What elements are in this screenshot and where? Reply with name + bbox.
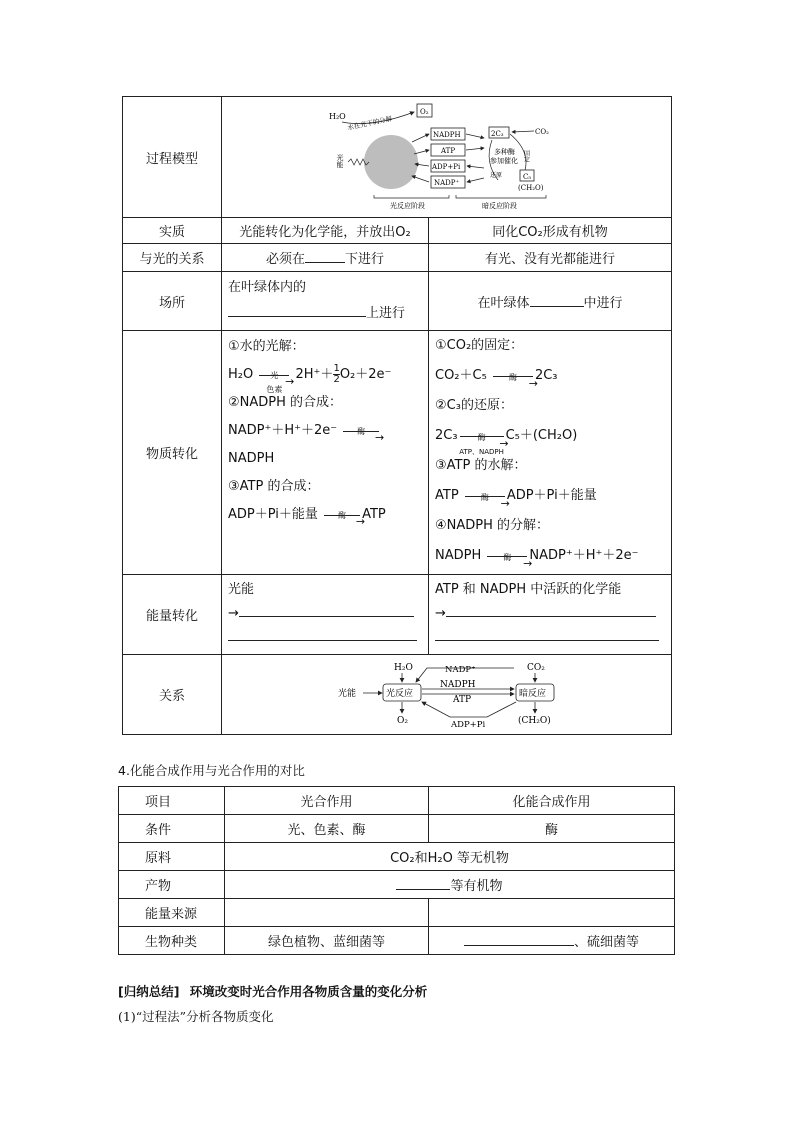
model-co2-label: CO₂ <box>535 127 549 136</box>
rel-nadph-label: NADPH <box>440 679 476 690</box>
blank-place-light[interactable] <box>228 302 366 317</box>
row-label-energy: 能量转化 <box>123 575 222 655</box>
model-reduce-label: 还原 <box>490 171 503 179</box>
row-label-essence: 实质 <box>123 218 222 244</box>
t2-cell-photo: 光、色素、酶 <box>225 815 429 843</box>
matter-dark <box>429 331 672 575</box>
model-adppi-label: ADP+Pi <box>432 162 461 171</box>
t2-row-label: 原料 <box>119 843 225 871</box>
rel-adppi-label: ADP+Pi <box>451 719 486 730</box>
matter-dark-h1: ①CO₂的固定： <box>435 338 524 353</box>
row-label-matter: 物质转化 <box>123 331 222 575</box>
eq-left: H₂O <box>228 367 254 382</box>
energy-dark <box>429 575 672 655</box>
matter-light-eq1: H₂O 光 → 色素 2H⁺＋ $\frac{1}{2}$ O₂＋2e⁻ <box>228 361 422 389</box>
blank-organism[interactable] <box>464 931 574 946</box>
blank-energy-light-1[interactable] <box>239 602 414 617</box>
rel-co2-label: CO₂ <box>527 662 545 673</box>
t2-row-label: 能量来源 <box>119 899 225 927</box>
blank-energy-dark-2[interactable] <box>435 626 659 641</box>
eq-top: 酶 <box>477 432 486 442</box>
rel-nadp-label: NADP⁺ <box>445 664 476 675</box>
place-dark <box>429 272 672 331</box>
model-split-label: 水在光下的分解 <box>346 114 393 132</box>
model-atp-label: ATP <box>441 146 456 155</box>
light-relation-light <box>222 244 429 272</box>
model-2c3-label: 2C₃ <box>491 129 504 138</box>
summary-heading <box>118 982 427 1000</box>
t2-row-label: 生物种类 <box>119 927 225 955</box>
energy-dark-start: ATP 和 NADPH 中活跃的化学能 <box>435 582 622 597</box>
model-catalysis-label: 参加催化 <box>490 156 518 165</box>
matter-light-eq2-right: NADPH <box>228 451 275 466</box>
energy-light-start: 光能 <box>228 582 255 597</box>
place-dark-post: 中进行 <box>583 295 623 311</box>
blank-product[interactable] <box>396 875 450 890</box>
eq-top: 酶 <box>503 552 512 562</box>
eq-top: 酶 <box>480 492 489 502</box>
t2-cell-chemo-energy[interactable] <box>429 899 675 927</box>
model-c5-label: C₅ <box>523 172 532 181</box>
matter-dark-eq2: 2C₃ 酶 → ATP、NADPH C₅＋(CH₂O) <box>435 421 665 451</box>
relation-diagram <box>222 656 669 734</box>
energy-light <box>222 575 429 655</box>
matter-dark-eq3: ATP 酶 → ADP＋Pi＋能量 <box>435 481 665 511</box>
blank-light-condition[interactable] <box>305 248 345 263</box>
matter-dark-eq1: CO₂＋C₅ 酶 → 2C₃ <box>435 361 665 391</box>
model-ch2o-label: (CH₂O) <box>518 183 544 192</box>
eq-right: 2H⁺＋ <box>295 367 334 382</box>
energy-arrow-icon: → <box>435 606 446 621</box>
model-light-label: 光能 <box>336 153 344 168</box>
matter-light-h2: ②NADPH 的合成： <box>228 395 343 410</box>
row-label-relation: 关系 <box>123 655 222 735</box>
matter-dark-eq4: NADPH 酶 → NADP⁺＋H⁺＋2e⁻ <box>435 541 665 571</box>
rel-light-label: 光能 <box>338 688 357 699</box>
rel-h2o-label: H₂O <box>394 662 413 673</box>
model-o2-label: O₂ <box>420 107 429 116</box>
eq-top: 光 <box>270 370 279 380</box>
eq-top: 酶 <box>357 426 366 436</box>
eq-left: CO₂＋C₅ <box>435 368 487 383</box>
model-fix-label: 固定 <box>522 149 530 162</box>
matter-light-eq2: NADP⁺＋H⁺＋2e⁻ 酶 → <box>228 417 422 445</box>
model-light-stage-label: 光反应阶段 <box>390 201 425 210</box>
eq-right: 2C₃ <box>534 368 558 383</box>
place-dark-pre: 在叶绿体 <box>477 295 530 311</box>
eq-left: NADP⁺＋H⁺＋2e⁻ <box>228 423 338 438</box>
light-relation-dark: 有光、没有光都能进行 <box>429 244 672 272</box>
eq-right: ADP＋Pi＋能量 <box>506 488 597 503</box>
eq-bottom: 色素 <box>266 384 283 394</box>
t2-row-label: 产物 <box>119 871 225 899</box>
matter-dark-h2: ②C₃的还原： <box>435 398 513 413</box>
blank-place-dark[interactable] <box>530 292 584 307</box>
place-light-pre: 在叶绿体内的 <box>228 280 307 295</box>
t2-header-photo: 光合作用 <box>225 787 429 815</box>
rel-ch2o-label: (CH₂O) <box>518 715 551 726</box>
eq-right: ATP <box>362 507 386 522</box>
frac-num: 1 <box>333 363 340 374</box>
eq-right: C₅＋(CH₂O) <box>505 428 578 443</box>
matter-light-h1: ①水的光解： <box>228 339 305 354</box>
blank-energy-light-2[interactable] <box>228 626 417 641</box>
matter-light-eq3: ADP＋Pi＋能量 酶 → ATP <box>228 501 422 529</box>
t2-cell-photo-energy[interactable] <box>225 899 429 927</box>
t2-row-label: 条件 <box>119 815 225 843</box>
place-light <box>222 272 429 331</box>
eq-top: 酶 <box>338 510 347 520</box>
essence-dark: 同化CO₂形成有机物 <box>429 218 672 244</box>
t2-cell-photo: 绿色植物、蓝细菌等 <box>225 927 429 955</box>
row-label-light-relation: 与光的关系 <box>123 244 222 272</box>
model-dark-stage-label: 暗反应阶段 <box>482 201 517 210</box>
row-label-place: 场所 <box>123 272 222 331</box>
t2-cell-merged <box>225 871 675 899</box>
matter-light <box>222 331 429 575</box>
rel-light-rxn-label: 光反应 <box>386 688 414 699</box>
model-nadp-label: NADP⁺ <box>434 178 460 187</box>
photosynthesis-process-table <box>122 96 672 735</box>
eq-left: ADP＋Pi＋能量 <box>228 507 318 522</box>
matter-light-h3: ③ATP 的合成： <box>228 479 320 494</box>
t2-cell-merged: CO₂和H₂O 等无机物 <box>225 843 675 871</box>
summary-tag: [归纳总结] <box>118 984 180 999</box>
t2-cell-chemo: 酶 <box>429 815 675 843</box>
blank-energy-dark-1[interactable] <box>446 602 656 617</box>
light-relation-post: 下进行 <box>345 252 385 267</box>
comparison-table <box>118 786 675 955</box>
eq-left: NADPH <box>435 548 482 563</box>
t2-product-text: 等有机物 <box>450 879 503 894</box>
row-label-model: 过程模型 <box>123 97 222 218</box>
chloroplast-circle <box>364 135 418 189</box>
summary-text: 环境改变时光合作用各物质含量的变化分析 <box>189 984 428 999</box>
eq-left: 2C₃ <box>435 428 458 443</box>
eq-left: ATP <box>435 488 459 503</box>
eq-top: 酶 <box>508 372 517 382</box>
rel-atp-label: ATP <box>453 694 472 705</box>
rel-o2-label: O₂ <box>397 715 408 726</box>
place-light-post: 上进行 <box>366 306 406 321</box>
matter-dark-h3: ③ATP 的水解： <box>435 458 527 473</box>
subsection-1: (1)“过程法”分析各物质变化 <box>118 1009 274 1024</box>
essence-light: 光能转化为化学能，并放出O₂ <box>222 218 429 244</box>
model-h2o-label: H₂O <box>329 111 346 121</box>
relation-diagram-cell <box>222 655 672 735</box>
model-nadph-label: NADPH <box>433 130 461 139</box>
process-model-diagram <box>222 98 669 217</box>
frac-den: 2 <box>333 374 340 385</box>
process-model-diagram-cell <box>222 97 672 218</box>
rel-dark-rxn-label: 暗反应 <box>519 688 547 699</box>
light-relation-pre: 必须在 <box>265 252 305 267</box>
t2-header-chemo: 化能合成作用 <box>429 787 675 815</box>
matter-dark-h4: ④NADPH 的分解： <box>435 518 550 533</box>
eq-bottom: ATP、NADPH <box>459 447 504 456</box>
t2-cell-chemo <box>429 927 675 955</box>
model-enzymes-label: 多种酶 <box>494 147 515 156</box>
section4-title: 4.化能合成作用与光合作用的对比 <box>118 763 305 778</box>
t2-header-item: 项目 <box>119 787 225 815</box>
t2-organism-text: 、硫细菌等 <box>573 935 639 950</box>
energy-arrow-icon: → <box>228 606 239 621</box>
eq-right: NADP⁺＋H⁺＋2e⁻ <box>529 548 639 563</box>
eq-tail: O₂＋2e⁻ <box>339 367 392 382</box>
